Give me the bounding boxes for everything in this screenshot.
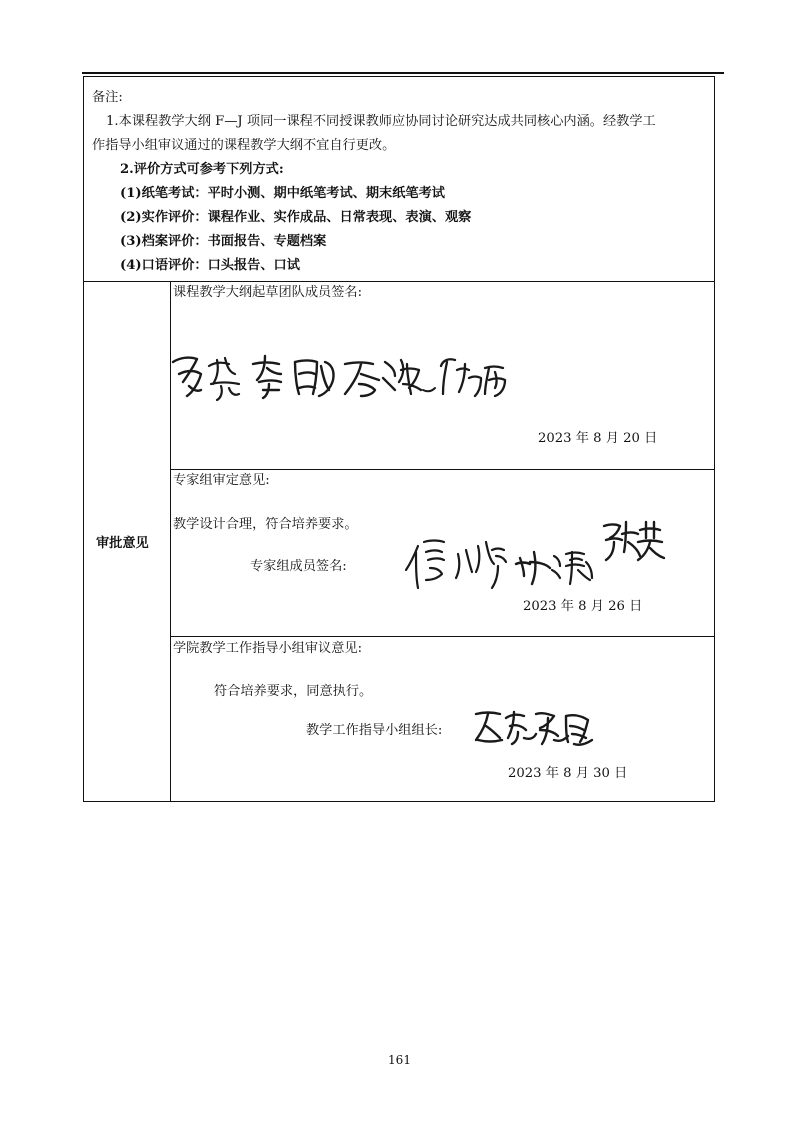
notes-heading: 备注: <box>92 90 123 105</box>
drafting-team-signature <box>165 340 515 410</box>
expert-bottom-border <box>170 636 715 637</box>
drafting-date: 2023 年 8 月 20 日 <box>538 431 658 446</box>
expert-title: 专家组审定意见: <box>173 473 270 488</box>
expert-date: 2023 年 8 月 26 日 <box>523 599 643 614</box>
notes-line-1b: 作指导小组审议通过的课程教学大纲不宜自行更改。 <box>92 138 396 153</box>
notes-bottom-border <box>83 281 715 282</box>
college-title: 学院教学工作指导小组审议意见: <box>173 641 363 656</box>
college-sign-label: 教学工作指导小组组长: <box>306 723 443 738</box>
college-leader-signature <box>470 704 600 750</box>
approval-label: 审批意见 <box>96 536 149 551</box>
method-portfolio: (3)档案评价：书面报告、专题档案 <box>120 234 327 249</box>
drafting-bottom-border <box>170 469 715 470</box>
expert-sign-label: 专家组成员签名: <box>250 559 347 574</box>
expert-opinion: 教学设计合理，符合培养要求。 <box>173 517 358 532</box>
notes-line-2: 2.评价方式可参考下列方式: <box>120 162 284 177</box>
header-rule <box>82 72 724 74</box>
drafting-title: 课程教学大纲起草团队成员签名: <box>173 285 363 300</box>
college-opinion: 符合培养要求，同意执行。 <box>214 684 373 699</box>
method-oral: (4)口语评价：口头报告、口试 <box>120 258 300 273</box>
method-practical: (2)实作评价：课程作业、实作成品、日常表现、表演、观察 <box>120 210 472 225</box>
expert-signature <box>400 512 670 596</box>
college-date: 2023 年 8 月 30 日 <box>508 766 628 781</box>
method-paper-exam: (1)纸笔考试：平时小测、期中纸笔考试、期末纸笔考试 <box>120 186 445 201</box>
page-number: 161 <box>388 1053 411 1067</box>
notes-line-1a: 1.本课程教学大纲 F—J 项同一课程不同授课教师应协同讨论研究达成共同核心内涵。经教学工 <box>106 114 656 129</box>
